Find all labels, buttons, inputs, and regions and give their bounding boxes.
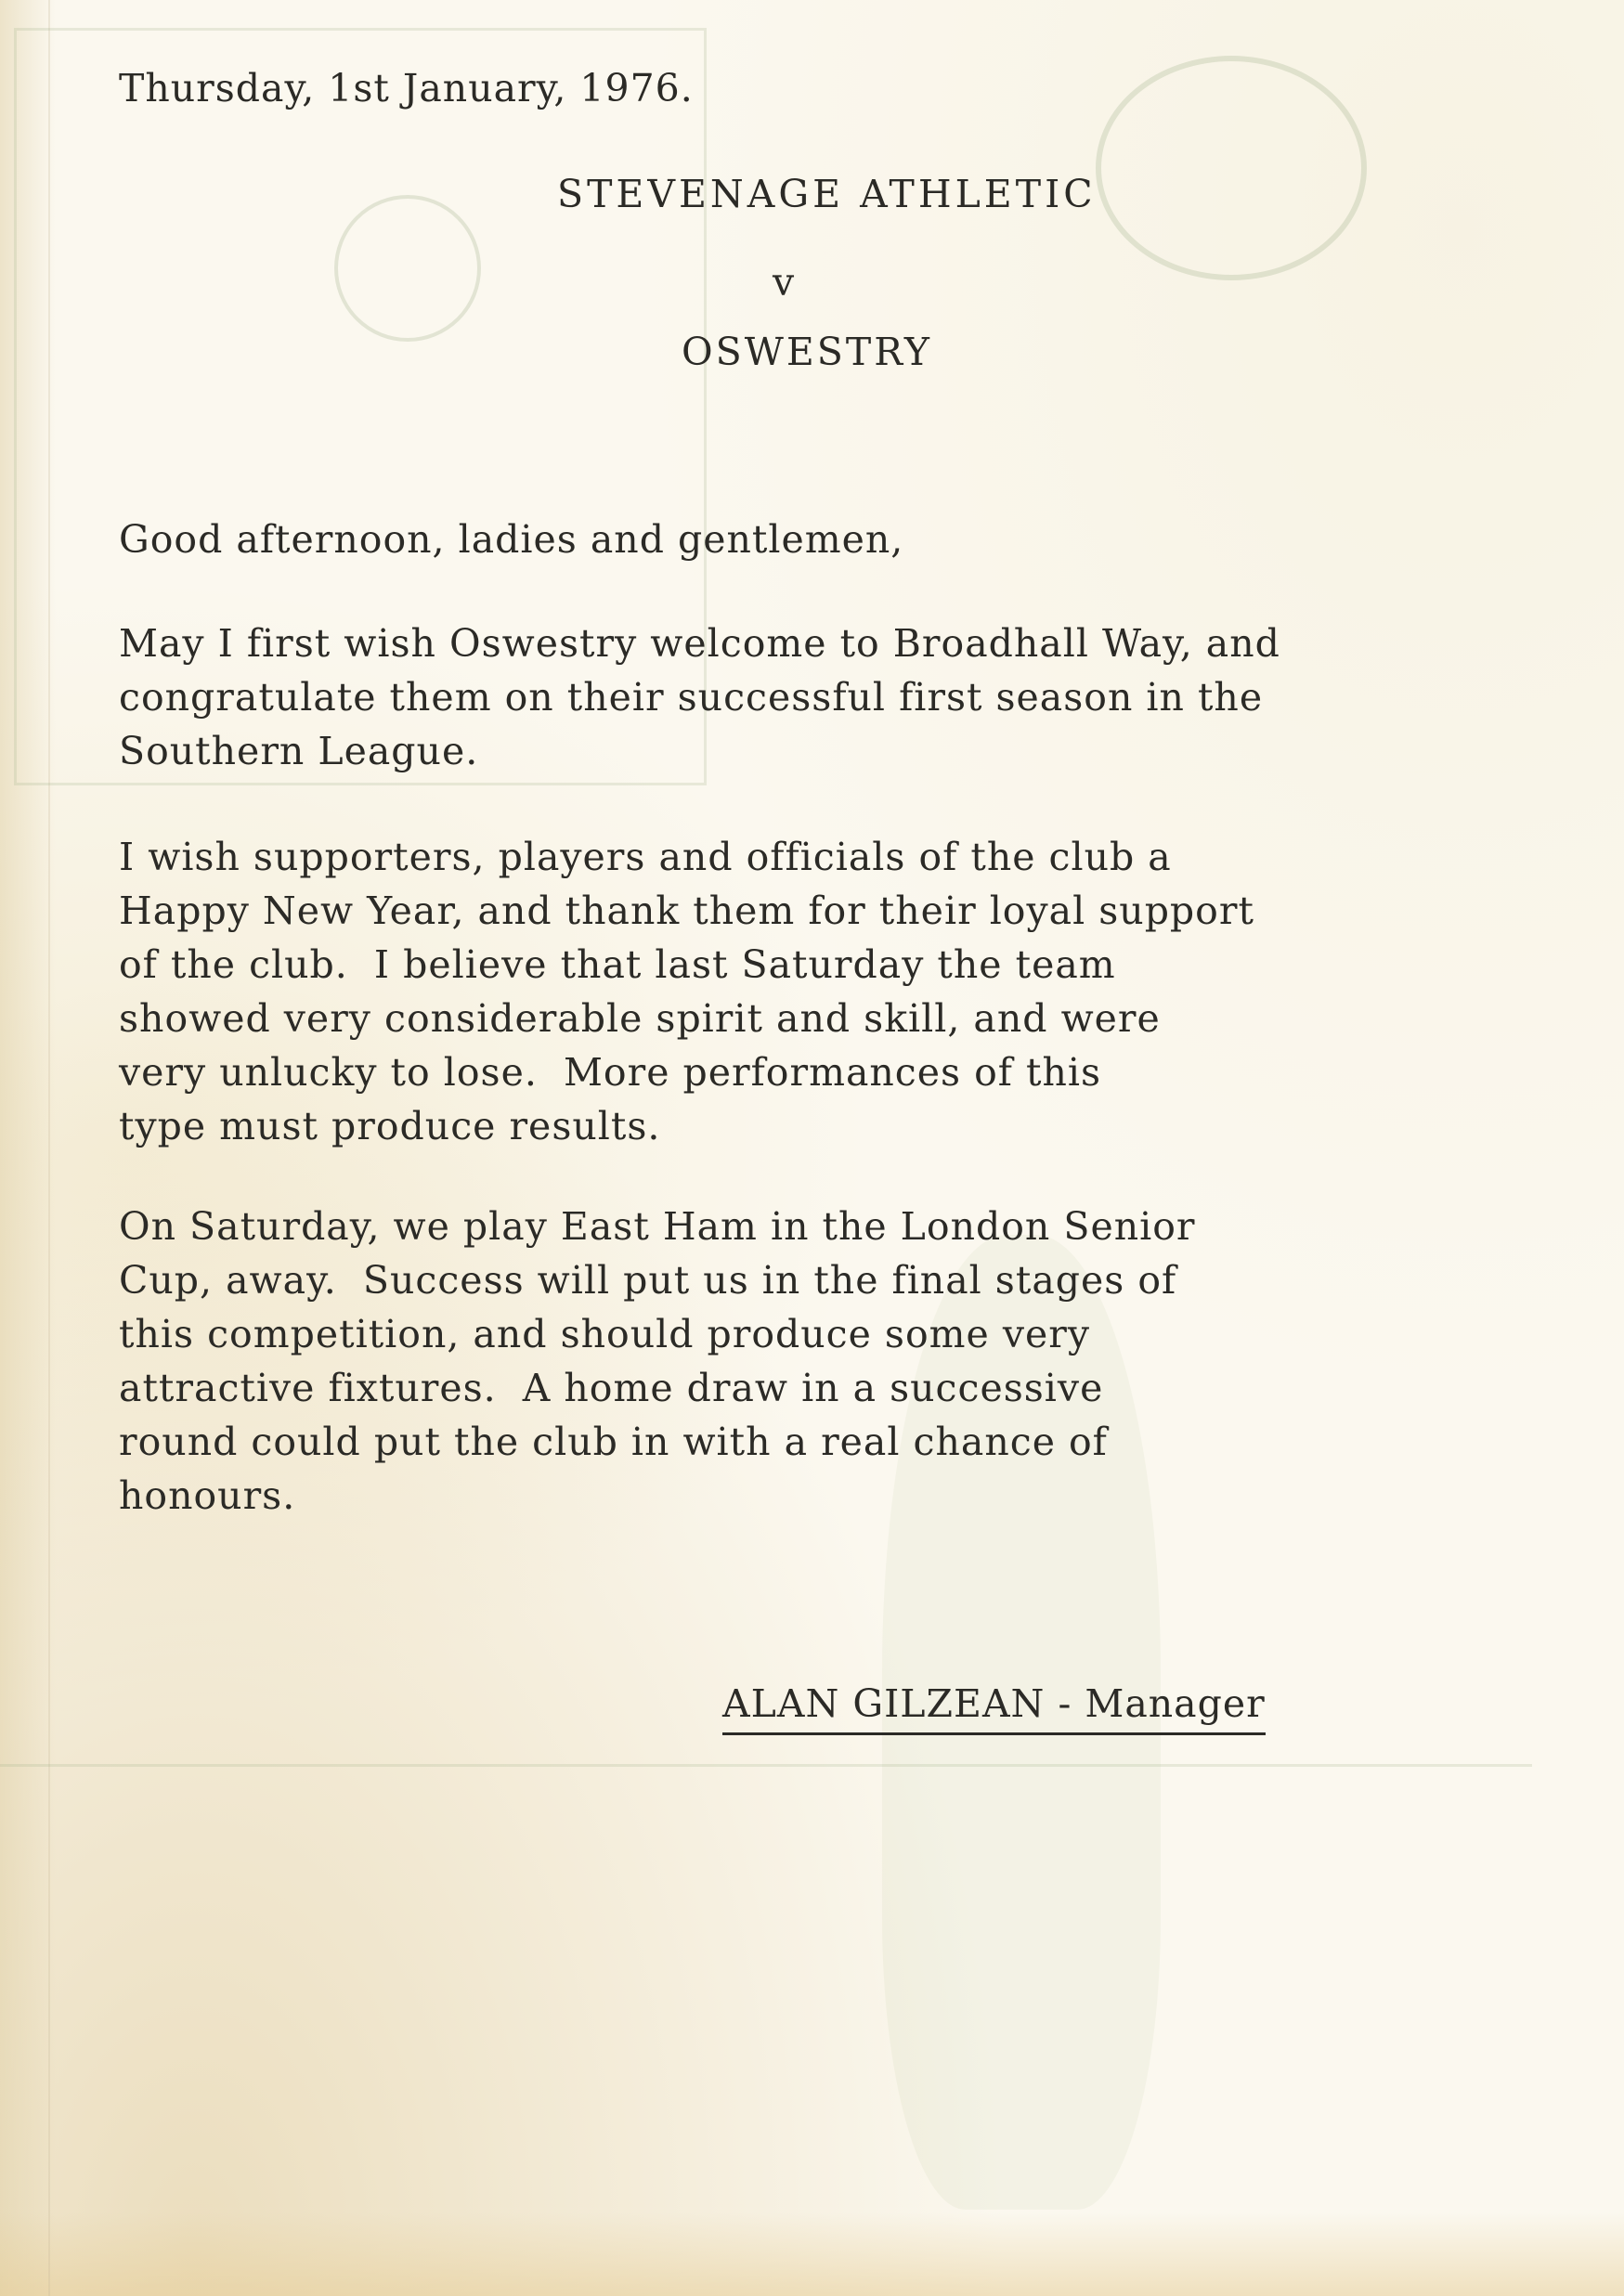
show-through-club-crest (1096, 56, 1367, 280)
away-team-heading: OSWESTRY (682, 330, 932, 374)
signature-block (722, 1677, 1266, 1735)
show-through-rule (0, 1764, 1532, 1767)
versus-label: v (773, 260, 796, 305)
letter-paragraph-new-year: I wish supporters, players and officials of the club a Happy New Year, and thank them for their loyal support of the club. I believe that last Saturday the team showed very considerable spirit and skill, and were very unlucky to lose. More performances of this type must produce results. (119, 835, 1254, 1148)
show-through-ball-image (334, 195, 481, 342)
home-team-heading: STEVENAGE ATHLETIC (557, 172, 1097, 216)
letter-paragraph-cup-fixture: On Saturday, we play East Ham in the London Senior Cup, away. Success will put us in the final stages of this competition, and should produce some very attractive fixtures. A home draw in a successive round could put the club in with a real chance of honours. (119, 1204, 1196, 1518)
paper-stain (0, 2212, 1624, 2296)
letter-greeting: Good afternoon, ladies and gentlemen, (119, 517, 904, 562)
letter-date: Thursday, 1st January, 1976. (119, 66, 694, 110)
letter-paragraph-welcome: May I first wish Oswestry welcome to Broadhall Way, and congratulate them on their successful first season in the Southern League. (119, 621, 1280, 773)
manager-signature: ALAN GILZEAN - Manager (722, 1677, 1266, 1735)
